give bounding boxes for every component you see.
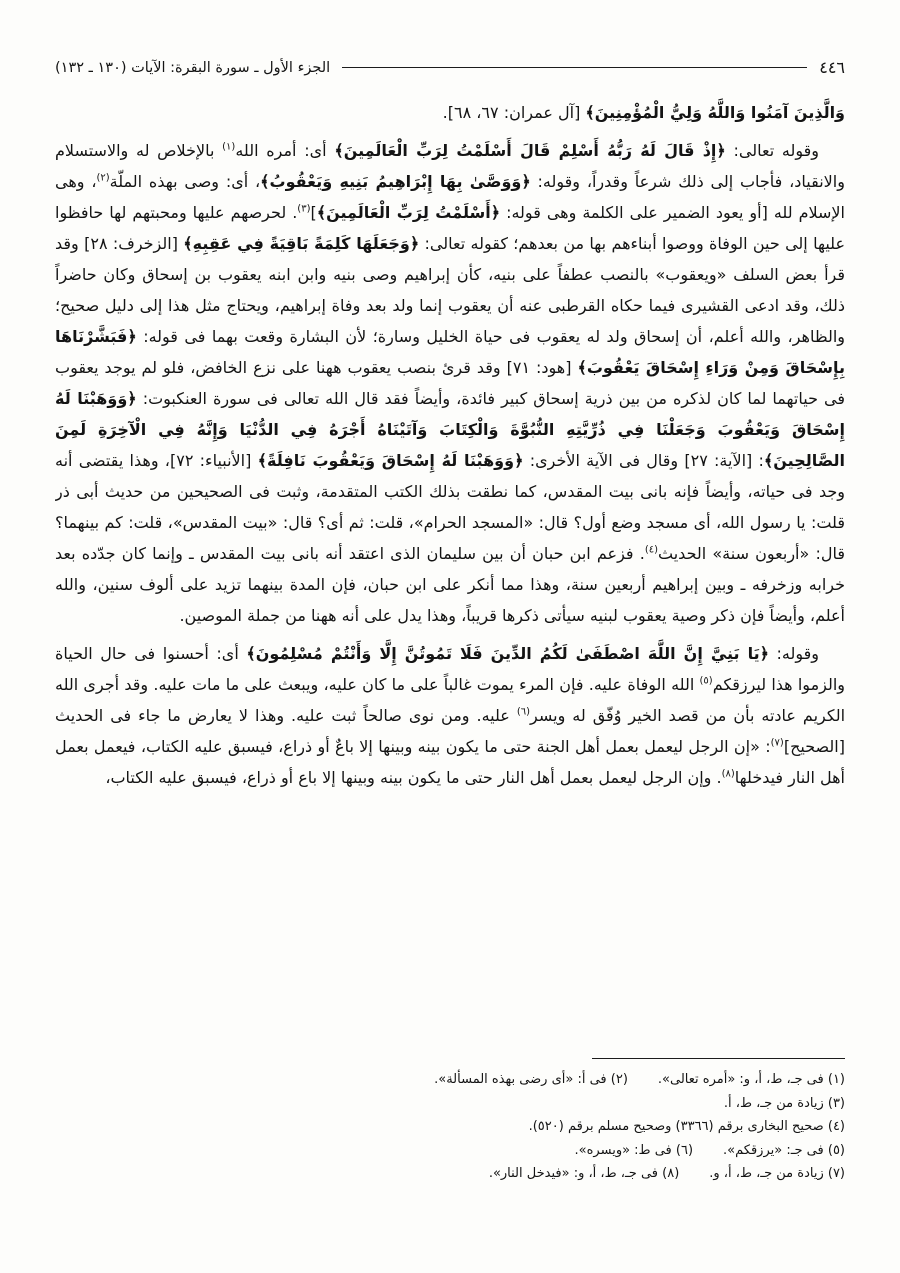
page-number: ٤٤٦ (819, 58, 845, 77)
footnotes-section (333, 1058, 845, 1186)
footnote-row (333, 1162, 845, 1186)
footnote-2: (٢) فى أ: «أى رضى بهذه المسألة». (434, 1072, 628, 1087)
footnote-6: (٦) فى ط: «ويسره». (574, 1142, 694, 1158)
page-header (55, 58, 845, 77)
footnote-7: (٧) زيادة من جـ، ط، أ، و. (709, 1166, 845, 1181)
verse-continuation-line (55, 97, 845, 128)
footnote-3: (٣) زيادة من جـ، ط، أ. (723, 1095, 845, 1111)
footnote-row (333, 1115, 845, 1139)
tafsir-paragraph-2: وقوله: ﴿يَا بَنِيَّ إِنَّ اللَّهَ اصْطَفَىٰ لَكُمُ الدِّينَ فَلَا تَمُوتُنَّ إِلَّا وَأَنْتُمْ مُسْلِمُونَ﴾ أى: أحسنوا فى حال الحياة والزموا هذا ليرزقكم$^{(٥)}$ الله الوفاة عليه. فإن المرء يموت غالباً على ما كان عليه، ويبعث على ما مات عليه. وقد أجرى الله الكريم عادته بأن من قصد الخير وُفّق له ويسر$^{(٦)}$ عليه. ومن نوى صالحاً ثبت عليه. وهذا لا يعارض ما جاء فى الحديث [الصحيح]$^{(٧)}$: «إن الرجل ليعمل بعمل أهل الجنة حتى ما يكون بينه وبينها إلا باعٌ أو ذراع، فيسبق عليه الكتاب، فيعمل بعمل أهل النار فيدخلها$^{(٨)}$. وإن الرجل ليعمل بعمل أهل النار حتى ما يكون بينه وبينها إلا باع أو ذراع، فيسبق عليه الكتاب، (55, 644, 845, 787)
verse-text: وَالَّذِينَ آمَنُوا وَاللَّهُ وَلِيُّ الْمُؤْمِنِينَ﴾ (585, 103, 845, 122)
header-divider (342, 67, 807, 68)
footnote-row (333, 1092, 845, 1116)
footnote-4: (٤) صحيح البخارى برقم (٣٣٦٦) وصحيح مسلم برقم (٥٢٠). (528, 1119, 845, 1134)
footnote-divider (592, 1058, 845, 1059)
footnote-row (333, 1068, 845, 1092)
verse-citation: [آل عمران: ٦٧، ٦٨]. (442, 103, 586, 122)
footnote-1: (١) فى جـ، ط، أ، و: «أمره تعالى». (657, 1072, 845, 1087)
chapter-title: الجزء الأول ـ سورة البقرة: الآيات (١٣٠ ـ ١٣٢) (55, 59, 331, 76)
footnote-5: (٥) فى جـ: «يرزقكم». (723, 1142, 845, 1158)
tafsir-paragraph-1: وقوله تعالى: ﴿إِذْ قَالَ لَهُ رَبُّهُ أَسْلِمْ قَالَ أَسْلَمْتُ لِرَبِّ الْعَالَمِينَ﴾ أى: أمره الله$^{(١)}$ بالإخلاص له والاستسلام والانقياد، فأجاب إلى ذلك شرعاً وقدراً، وقوله: ﴿وَوَصَّىٰ بِهَا إِبْرَاهِيمُ بَنِيهِ وَيَعْقُوبُ﴾، أى: وصى بهذه الملّة$^{(٢)}$، وهى الإسلام لله [أو يعود الضمير على الكلمة وهى قوله: ﴿أَسْلَمْتُ لِرَبِّ الْعَالَمِينَ﴾]$^{(٣)}$. لحرصهم عليها ومحبتهم لها حافظوا عليها إلى حين الوفاة ووصوا أبناءهم بها من بعدهم؛ كقوله تعالى: ﴿وَجَعَلَهَا كَلِمَةً بَاقِيَةً فِي عَقِبِهِ﴾ [الزخرف: ٢٨] وقد قرأ بعض السلف «ويعقوب» بالنصب عطفاً على بنيه، كأن إبراهيم وصى بنيه وابن ابنه يعقوب بن إسحاق وكان حاضراً ذلك، وقد ادعى القشيرى فيما حكاه القرطبى عنه أن يعقوب إنما ولد بعد وفاة إبراهيم، ويحتاج مثل هذا إلى دليل صحيح؛ والظاهر، والله أعلم، أن إسحاق ولد له يعقوب فى حياة الخليل وسارة؛ لأن البشارة وقعت بهما فى قوله: ﴿فَبَشَّرْنَاهَا بِإِسْحَاقَ وَمِنْ وَرَاءِ إِسْحَاقَ يَعْقُوبَ﴾ [هود: ٧١] وقد قرئ بنصب يعقوب ههنا على نزع الخافض، فلو لم يوجد يعقوب فى حياتهما لما كان لذكره من بين ذرية إسحاق كبير فائدة، وأيضاً فقد قال الله تعالى فى سورة العنكبوت: ﴿وَوَهَبْنَا لَهُ إِسْحَاقَ وَيَعْقُوبَ وَجَعَلْنَا فِي ذُرِّيَّتِهِ النُّبُوَّةَ وَالْكِتَابَ وَآتَيْنَاهُ أَجْرَهُ فِي الدُّنْيَا وَإِنَّهُ فِي الْآخِرَةِ لَمِنَ الصَّالِحِينَ﴾: [الآية: ٢٧] وقال فى الآية الأخرى: ﴿وَوَهَبْنَا لَهُ إِسْحَاقَ وَيَعْقُوبَ نَافِلَةً﴾ [الأنبياء: ٧٢]، وهذا يقتضى أنه وجد فى حياته، وأيضاً فإنه بانى بيت المقدس، كما نطقت بذلك الكتب المتقدمة، وثبت فى الصحيحين من حديث أبى ذر قلت: يا رسول الله، أى مسجد وضع أول؟ قال: «المسجد الحرام»، قلت: ثم أى؟ قال: «بيت المقدس»، قلت: كم بينهما؟ قال: «أربعون سنة» الحديث$^{(٤)}$. فزعم ابن حبان أن بين سليمان الذى اعتقد أنه بانى بيت المقدس ـ وإنما كان جدّده بعد خرابه وزخرفه ـ وبين إبراهيم أربعين سنة، وهذا مما أنكر على ابن حبان، فإن المدة بينهما تزيد على ألوف سنين، والله أعلم، وأيضاً فإن ذكر وصية يعقوب لبنيه سيأتى ذكرها قريباً، وهذا يدل على أنه ههنا من جملة الموصين. (55, 141, 845, 625)
footnote-row (333, 1139, 845, 1163)
footnote-8: (٨) فى جـ، ط، أ، و: «فيدخل النار». (488, 1166, 680, 1181)
tafsir-body (55, 97, 845, 1049)
